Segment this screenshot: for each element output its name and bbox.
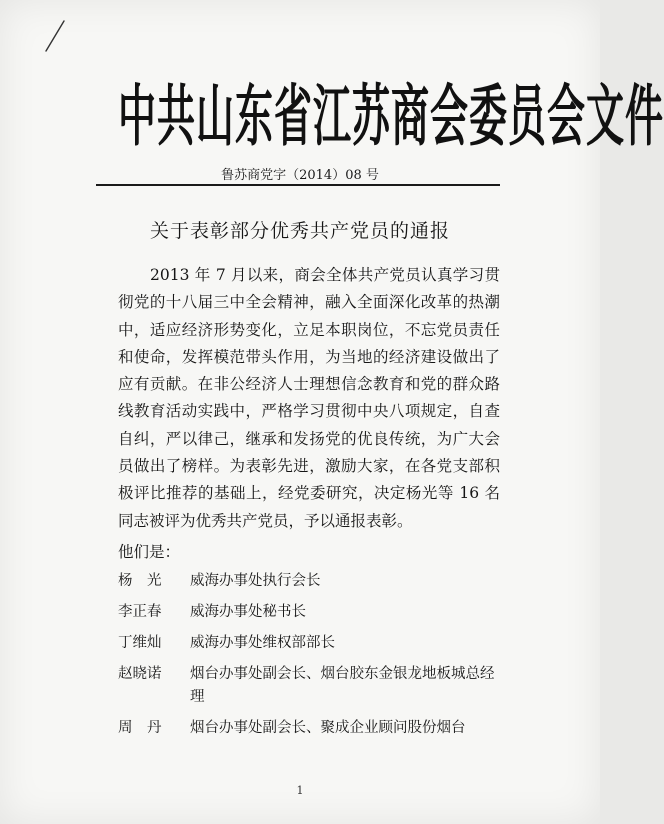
member-name: 赵晓诺 xyxy=(118,666,162,682)
header-divider xyxy=(96,184,500,186)
org-header-title: 中共山东省江苏商会委员会文件 xyxy=(118,77,664,155)
member-list xyxy=(118,570,500,748)
list-item xyxy=(118,601,500,624)
handwritten-slash-mark xyxy=(44,20,66,52)
list-item xyxy=(118,663,500,709)
member-title: 烟台办事处副会长、聚成企业顾问股份烟台 xyxy=(190,720,466,736)
page-number: 1 xyxy=(296,784,304,797)
member-name: 丁维灿 xyxy=(118,635,162,651)
member-title: 烟台办事处副会长、烟台胶东金银龙地板城总经理 xyxy=(190,666,495,705)
member-name: 李正春 xyxy=(118,604,162,620)
list-item xyxy=(118,632,500,655)
member-name: 周 丹 xyxy=(118,720,162,736)
list-item xyxy=(118,717,500,740)
member-title: 威海办事处秘书长 xyxy=(190,604,306,620)
body-paragraph: 2013 年 7 月以来，商会全体共产党员认真学习贯彻党的十八届三中全会精神，融入全面深化改革的热潮中，适应经济形势变化，立足本职岗位，不忘党员责任和使命，发挥模范带头作用，为当地的经济建设做出了应有贡献。在非公经济人士理想信念教育和党的群众路线教育活动实践中，严格学习贯彻中央八项规定，自查自纠，严以律己，继承和发扬党的优良传统，为广大会员做出了榜样。为表彰先进，激励大家，在各党支部积极评比推荐的基础上，经党委研究，决定杨光等 16 名同志被评为优秀共产党员，予以通报表彰。 xyxy=(118,266,500,530)
document-title: 关于表彰部分优秀共产党员的通报 xyxy=(149,220,450,242)
list-item xyxy=(118,570,500,593)
document-number: 鲁苏商党字（2014）08 号 xyxy=(221,168,379,183)
member-title: 威海办事处执行会长 xyxy=(190,573,321,589)
members-intro: 他们是： xyxy=(118,543,181,561)
member-name: 杨 光 xyxy=(118,573,162,589)
member-title: 威海办事处维权部部长 xyxy=(190,635,335,651)
